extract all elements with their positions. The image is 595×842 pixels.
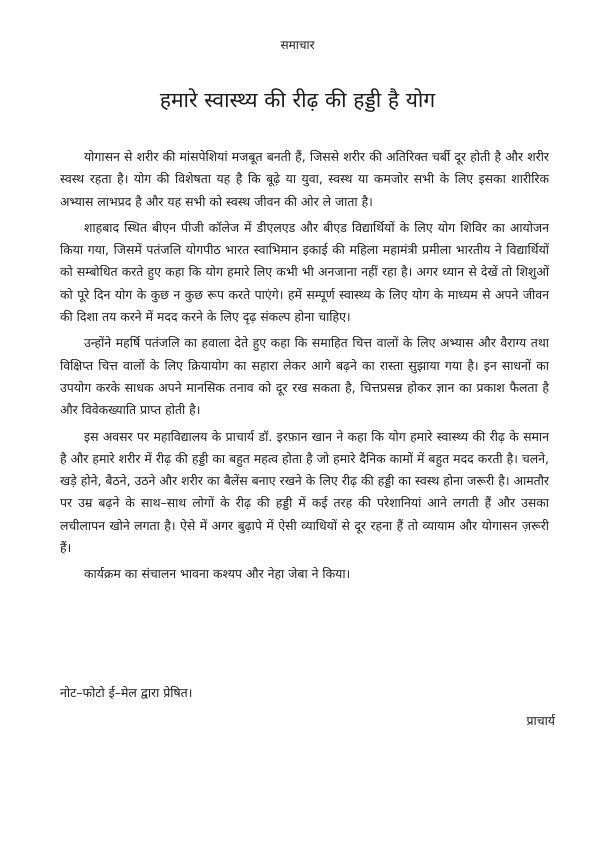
paragraph: योगासन से शरीर की मांसपेशियां मजबूत बनती हैं, जिससे शरीर की अतिरिक्त चर्बी दूर होती है और शरीर स्वस्थ रहता है। योग की विशेषता यह है कि बूढ़े या युवा, स्वस्थ या कमजोर सभी के लिए इसका शारीरिक अभ्यास लाभप्रद है और यह सभी को स्वस्थ जीवन की ओर ले जाता है। (60, 149, 549, 209)
section-label: समाचार (280, 38, 315, 52)
paragraph: कार्यक्रम का संचालन भावना कश्यप और नेहा जेबा ने किया। (84, 566, 351, 582)
headline: हमारे स्वास्थ्य की रीढ़ की हड्डी है योग (159, 88, 436, 112)
article-body (60, 146, 549, 590)
paragraph: इस अवसर पर महाविद्यालय के प्राचार्य डॉ. इरफ़ान खान ने कहा कि योग हमारे स्वास्थ्य की रीढ़ के समान है और हमारे शरीर में रीढ़ की हड्डी का बहुत महत्व होता है जो हमारे दैनिक कामों में बहुत मदद करती है। चलने, खड़े होने, बैठने, उठने और शरीर का बैलेंस बनाए रखने के लिए रीढ़ की हड्डी का स्वस्थ होना जरूरी है। आमतौर पर उम्र बढ़ने के साथ–साथ लोगों के रीढ़ की हड्डी में कई तरह की परेशानियां आने लगती हैं और उसका लचीलापन खोने लगता है। ऐसे में अगर बुढ़ापे में ऐसी व्याधियों से दूर रहना हैं तो व्यायाम और योगासन ज़रूरी हैं। (60, 428, 549, 556)
paragraph: उन्होंने महर्षि पतंजलि का हवाला देते हुए कहा कि समाहित चित्त वालों के लिए अभ्यास और वैराग्य तथा विक्षिप्त चित्त वालों के लिए क्रियायोग का सहारा लेकर आगे बढ़ने का रास्ता सुझाया गया है। इन साधनों का उपयोग करके साधक अपने मानसिक तनाव को दूर रख सकता है, चित्तप्रसन्न होकर ज्ञान का प्रकाश फैलता है और विवेकख्याति प्राप्त होती है। (60, 335, 549, 418)
footnote: नोट–फोटो ई–मेल द्वारा प्रेषित। (60, 685, 193, 700)
paragraph: शाहबाद स्थित बीएन पीजी कॉलेज में डीएलएड और बीएड विद्यार्थियों के लिए योग शिविर का आयोजन किया गया, जिसमें पतंजलि योगपीठ भारत स्वाभिमान इकाई की महिला महामंत्री प्रमीला भारतीय ने विद्यार्थियों को सम्बोधित करते हुए कहा कि योग हमारे लिए कभी भी अनजाना नहीं रहा है। अगर ध्यान से देखें तो शिशुओं को पूरे दिन योग के कुछ न कुछ रूप करते पाएंगे। हमें सम्पूर्ण स्वास्थ्य के लिए योग के माध्यम से अपने जीवन की दिशा तय करने में मदद करने के लिए दृढ़ संकल्प होना चाहिए। (60, 219, 549, 325)
signature: प्राचार्य (526, 713, 555, 728)
